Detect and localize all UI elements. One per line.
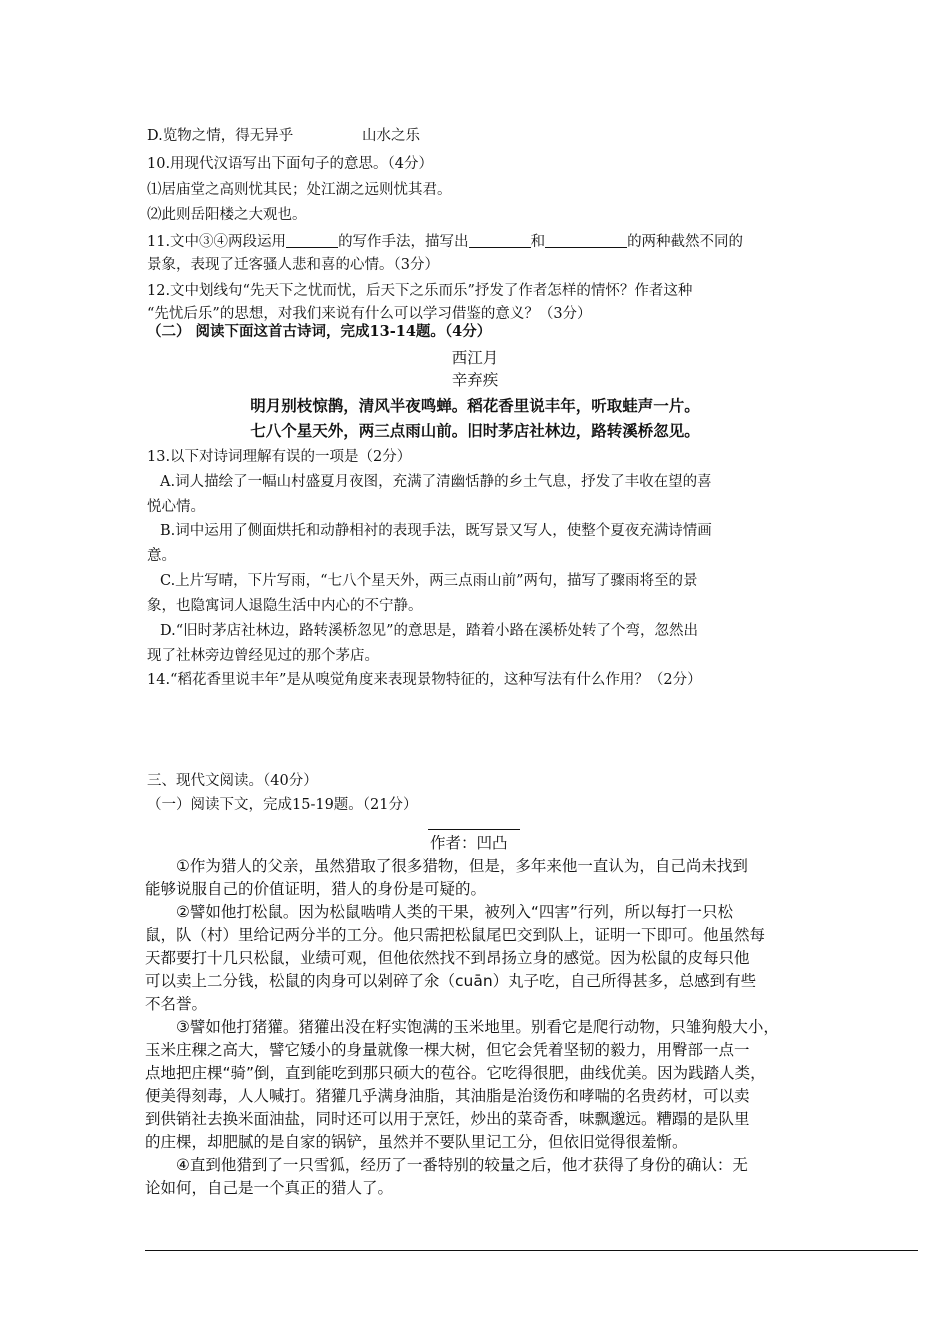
q14-prompt: 14.“稻花香里说丰年”是从嗅觉角度来表现景物特征的，这种写法有什么作用？（2分） [147, 672, 702, 688]
part2-heading: （二） 阅读下面这首古诗词，完成13-14题。（4分） [147, 323, 492, 340]
q11-blank-3[interactable] [545, 233, 627, 248]
q11-line-2: 景象，表现了迁客骚人悲和喜的心情。（3分） [147, 257, 439, 273]
poem-line-2: 七八个星天外，两三点雨山前。旧时茅店社林边，路转溪桥忽见。 [250, 422, 700, 440]
q9-option-d-left: D.览物之情，得无异乎 [147, 128, 294, 144]
article-author: 作者：凹凸 [430, 834, 508, 852]
title-underline [428, 829, 520, 830]
para1-line-1: ①作为猎人的父亲，虽然猎取了很多猎物，但是，多年来他一直认为，自己尚未找到 [176, 857, 748, 875]
para3-line-6: 的庄棵，却肥腻的是自家的锅铲，虽然并不要队里记工分，但依旧觉得很羞惭。 [145, 1133, 688, 1151]
q11-part-1: 11.文中③④两段运用 [147, 234, 287, 250]
part3-heading: 三、现代文阅读。（40分） [147, 773, 318, 789]
q11-part-2: 的写作手法，描写出 [338, 234, 469, 250]
q13-option-c-line-1: C.上片写晴，下片写雨，“七八个星天外，两三点雨山前”两句，描写了骤雨将至的景 [160, 573, 698, 589]
q11-part-4: 的两种截然不同的 [627, 234, 744, 250]
q13-option-a-line-1: A.词人描绘了一幅山村盛夏月夜图，充满了清幽恬静的乡土气息，抒发了丰收在望的喜 [160, 474, 712, 490]
q13-option-b-line-1: B.词中运用了侧面烘托和动静相衬的表现手法，既写景又写人，使整个夏夜充满诗情画 [160, 523, 712, 539]
para3-line-5: 到供销社去换米面油盐，同时还可以用于烹饪，炒出的菜奇香，味飘邈远。糟蹋的是队里 [145, 1110, 750, 1128]
q11-blank-2[interactable] [469, 233, 531, 248]
q13-option-d-line-1: D.“旧时茅店社林边，路转溪桥忽见”的意思是，踏着小路在溪桥处转了个弯，忽然出 [160, 623, 699, 639]
para4-line-1: ④直到他猎到了一只雪狐，经历了一番特别的较量之后，他才获得了身份的确认：无 [176, 1156, 748, 1174]
q13-option-c-line-2: 象，也隐寓词人退隐生活中内心的不宁静。 [147, 598, 423, 614]
q12-line-2: “先忧后乐”的思想，对我们来说有什么可以学习借鉴的意义？（3分） [147, 306, 592, 322]
para4-line-2: 论如何，自己是一个真正的猎人了。 [145, 1179, 394, 1197]
para1-line-2: 能够说服自己的价值证明，猎人的身份是可疑的。 [145, 880, 487, 898]
part3-subheading: （一）阅读下文，完成15-19题。（21分） [147, 797, 418, 813]
para3-line-4: 便美得刻毒，人人喊打。猪獾几乎满身油脂，其油脂是治烫伤和哮喘的名贵药材，可以卖 [145, 1087, 750, 1105]
para3-line-1: ③譬如他打猪獾。猪獾出没在籽实饱满的玉米地里。别看它是爬行动物，只雏狗般大小， [176, 1018, 779, 1036]
q11-part-3: 和 [530, 234, 546, 250]
para2-line-5: 不名誉。 [145, 995, 208, 1013]
q10-prompt: 10.用现代汉语写出下面句子的意思。（4分） [147, 156, 434, 172]
q9-option-d-right: 山水之乐 [362, 128, 420, 144]
q9-option-d [147, 129, 293, 144]
q10-sentence-1: ⑴居庙堂之高则忧其民；处江湖之远则忧其君。 [147, 182, 452, 198]
q13-prompt: 13.以下对诗词理解有误的一项是（2分） [147, 449, 412, 465]
poem-title: 西江月 [451, 349, 499, 367]
q11-line-1 [147, 233, 743, 250]
q10-sentence-2: ⑵此则岳阳楼之大观也。 [147, 207, 307, 223]
poem-line-1: 明月别枝惊鹊，清风半夜鸣蝉。稻花香里说丰年，听取蛙声一片。 [250, 397, 700, 415]
para2-line-4: 可以卖上二分钱，松鼠的肉身可以剁碎了氽（cuān）丸子吃，自己所得甚多，总感到有些 [145, 972, 757, 990]
para2-line-2: 鼠，队（村）里给记两分半的工分。他只需把松鼠尾巴交到队上，证明一下即可。他虽然每 [145, 926, 766, 944]
para3-line-2: 玉米庄稞之高大，譬它矮小的身量就像一棵大树，但它会凭着坚韧的毅力，用臀部一点一 [145, 1041, 750, 1059]
poem-author: 辛弃疾 [451, 371, 499, 389]
q13-option-d-line-2: 现了社林旁边曾经见过的那个茅店。 [147, 648, 379, 664]
footer-rule [145, 1250, 918, 1251]
para2-line-3: 天都要打十几只松鼠，业绩可观，但他依然找不到昂扬立身的感觉。因为松鼠的皮每只他 [145, 949, 750, 967]
para2-line-1: ②譬如他打松鼠。因为松鼠啮啃人类的干果，被列入“四害”行列，所以每打一只松 [176, 903, 733, 921]
q13-option-a-line-2: 悦心情。 [147, 499, 205, 515]
q13-option-b-line-2: 意。 [147, 548, 176, 564]
q11-blank-1[interactable] [286, 233, 338, 248]
q12-line-1: 12.文中划线句“先天下之忧而忧，后天下之乐而乐”抒发了作者怎样的情怀？作者这种 [147, 283, 693, 299]
para3-line-3: 点地把庄棵“骑”倒，直到能吃到那只硕大的苞谷。它吃得很肥，曲线优美。因为践踏人类， [145, 1064, 766, 1082]
